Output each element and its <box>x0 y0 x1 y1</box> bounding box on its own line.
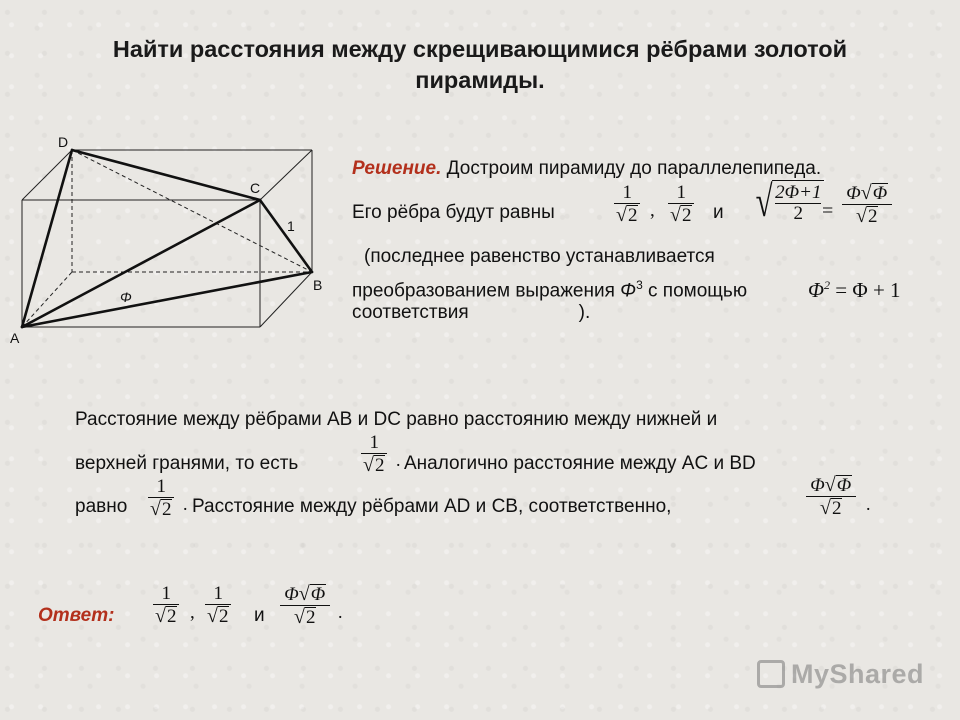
pyramid-edge-CB <box>260 200 312 272</box>
fraction-one-over-sqrt2: 1 √ 2 <box>148 477 174 519</box>
solution-line-1 <box>352 157 821 181</box>
fraction-one-over-sqrt2: 1 √ 2 <box>614 183 640 225</box>
distance-line-3-prefix: равно <box>75 496 128 517</box>
watermark: MyShared <box>757 659 924 690</box>
fraction-one-over-sqrt2: 1 √ 2 <box>205 584 231 626</box>
pyramid-edge-DC <box>72 150 260 200</box>
fraction-one-over-sqrt2: 1 √ 2 <box>361 433 387 475</box>
identity-phi-squared: $\Phi^2 = \Phi + 1$ <box>808 278 901 302</box>
answer-label: Ответ: <box>38 605 115 626</box>
dot: . <box>866 494 871 514</box>
pyramid-edge-AB <box>22 272 312 327</box>
fraction-phi-sqrt-phi-over-2: Φ √ Φ √ 2 <box>280 584 330 627</box>
solution-and: и <box>713 202 724 223</box>
vertex-label-B: B <box>313 277 323 293</box>
solution-heading: Решение. <box>352 158 442 179</box>
comma: , <box>190 602 195 623</box>
distance-line-1: Расстояние между рёбрами AB и DC равно расстоянию между нижней и <box>75 409 718 430</box>
equals-sign: = <box>822 200 834 222</box>
vertex-label-A: A <box>10 330 20 346</box>
edge-label-phi: Φ <box>120 289 132 305</box>
solution-line-5: соответствия ). <box>352 302 591 323</box>
solution-line-3: (последнее равенство устанавливается <box>364 246 715 267</box>
distance-line-2-prefix: верхней гранями, то есть <box>75 453 299 474</box>
comma: , <box>650 200 655 221</box>
fraction-one-over-sqrt2: 1 √ 2 <box>668 183 694 225</box>
title-line-1: Найти расстояния между скрещивающимися рёбрами золотой <box>112 36 848 62</box>
box-edge <box>72 150 312 272</box>
fraction-one-over-sqrt2: 1 √ 2 <box>153 584 179 626</box>
fraction-phi-sqrt-phi-over-2: Φ √ Φ √ 2 <box>806 475 856 518</box>
pyramid-edge-AC <box>22 200 260 327</box>
solution-text-1: Достроим пирамиду до параллелепипеда. <box>441 158 822 179</box>
title-line-2: пирамиды. <box>415 67 545 93</box>
vertex-label-C: C <box>250 180 261 196</box>
sqrt-expression: √ 2Φ+1 2 <box>752 180 824 224</box>
dot: . <box>338 602 343 622</box>
fraction-phi-sqrt-phi-over-2: Φ √ Φ √ 2 <box>842 183 892 226</box>
watermark-logo-icon <box>757 660 785 688</box>
dot: . <box>396 450 401 470</box>
dot: . <box>183 494 188 514</box>
distance-line-2-suffix: Аналогично расстояние между AC и BD <box>404 453 756 474</box>
box-edge <box>260 150 312 200</box>
distance-line-3-suffix: Расстояние между рёбрами AD и CB, соответственно, <box>192 496 672 517</box>
pyramid-edge-AD <box>22 150 72 327</box>
solution-line-2: Его рёбра будут равны <box>352 202 555 223</box>
answer-and: и <box>254 605 265 626</box>
edge-label-one: 1 <box>287 218 295 234</box>
solution-line-4: преобразованием выражения $\Phi^3$ с помощью <box>352 278 748 302</box>
vertex-label-D: D <box>58 134 69 150</box>
